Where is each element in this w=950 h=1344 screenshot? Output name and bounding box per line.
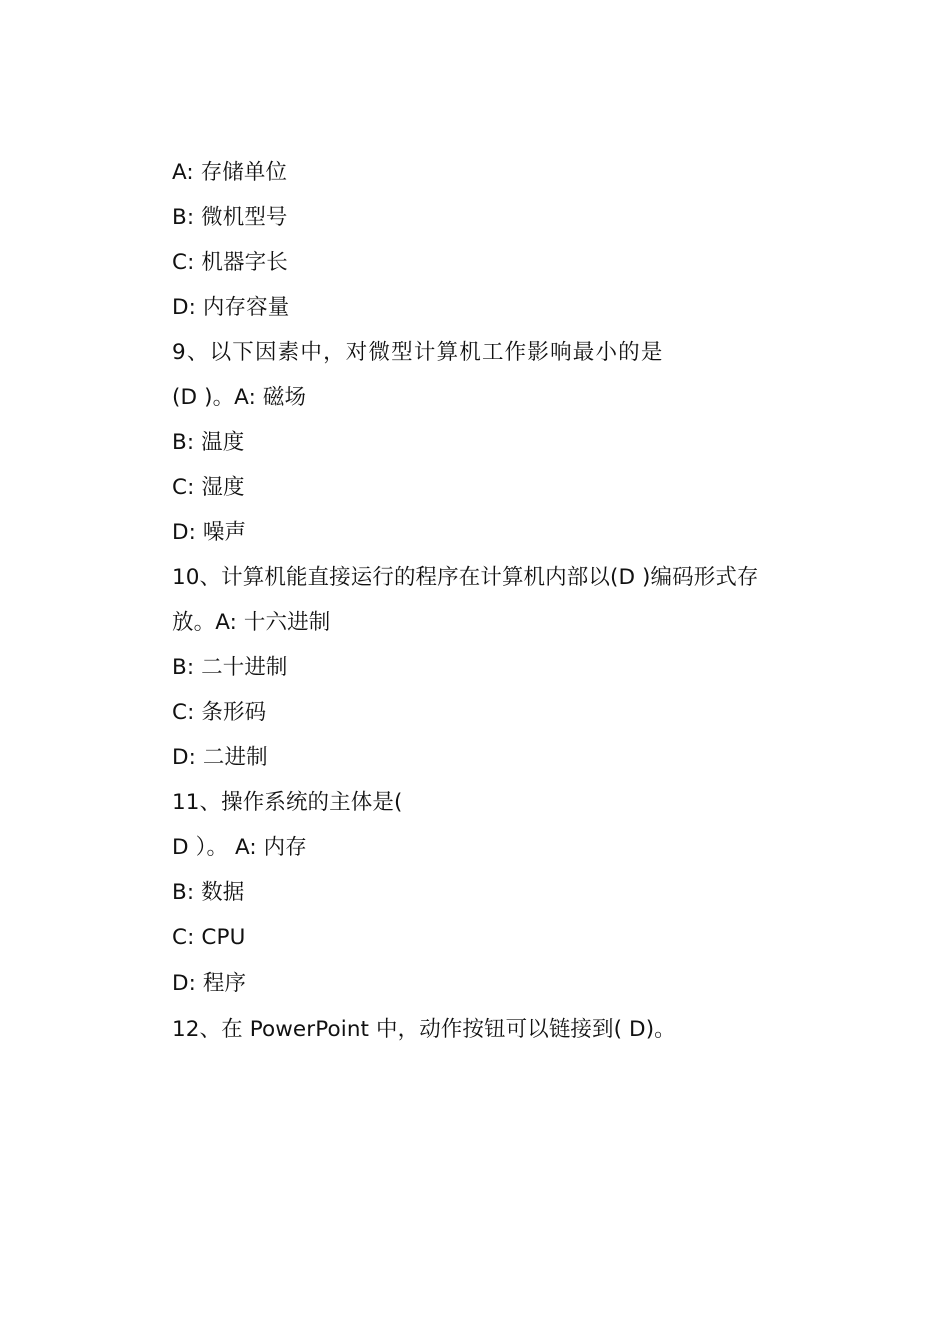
q10-question-cont-option-a: 放。A: 十六进制 xyxy=(172,610,331,635)
q8-option-b: B: 微机型号 xyxy=(172,205,288,230)
q9-option-d: D: 噪声 xyxy=(172,520,247,545)
q10-option-d: D: 二进制 xyxy=(172,745,268,770)
q8-option-c: C: 机器字长 xyxy=(172,250,288,275)
q8-option-a: A: 存储单位 xyxy=(172,160,288,185)
q9-option-c: C: 湿度 xyxy=(172,475,245,500)
q11-answer-option-a: D ）。 A: 内存 xyxy=(172,835,307,860)
q10-option-b: B: 二十进制 xyxy=(172,655,288,680)
q9-option-b: B: 温度 xyxy=(172,430,245,455)
q12-question: 12、在 PowerPoint 中，动作按钮可以链接到( D)。 xyxy=(172,1017,676,1042)
q10-question: 10、计算机能直接运行的程序在计算机内部以(D )编码形式存 xyxy=(172,565,759,590)
q8-option-d: D: 内存容量 xyxy=(172,295,290,320)
q10-option-c: C: 条形码 xyxy=(172,700,267,725)
document-body xyxy=(172,150,822,1052)
q11-option-b: B: 数据 xyxy=(172,880,245,905)
q9-answer-option-a: (D )。A: 磁场 xyxy=(172,385,307,410)
q11-option-d: D: 程序 xyxy=(172,971,247,996)
q11-option-c: C: CPU xyxy=(172,925,246,950)
q9-question: 9、以下因素中，对微型计算机工作影响最小的是 xyxy=(172,340,664,365)
q11-question: 11、操作系统的主体是( xyxy=(172,790,403,815)
